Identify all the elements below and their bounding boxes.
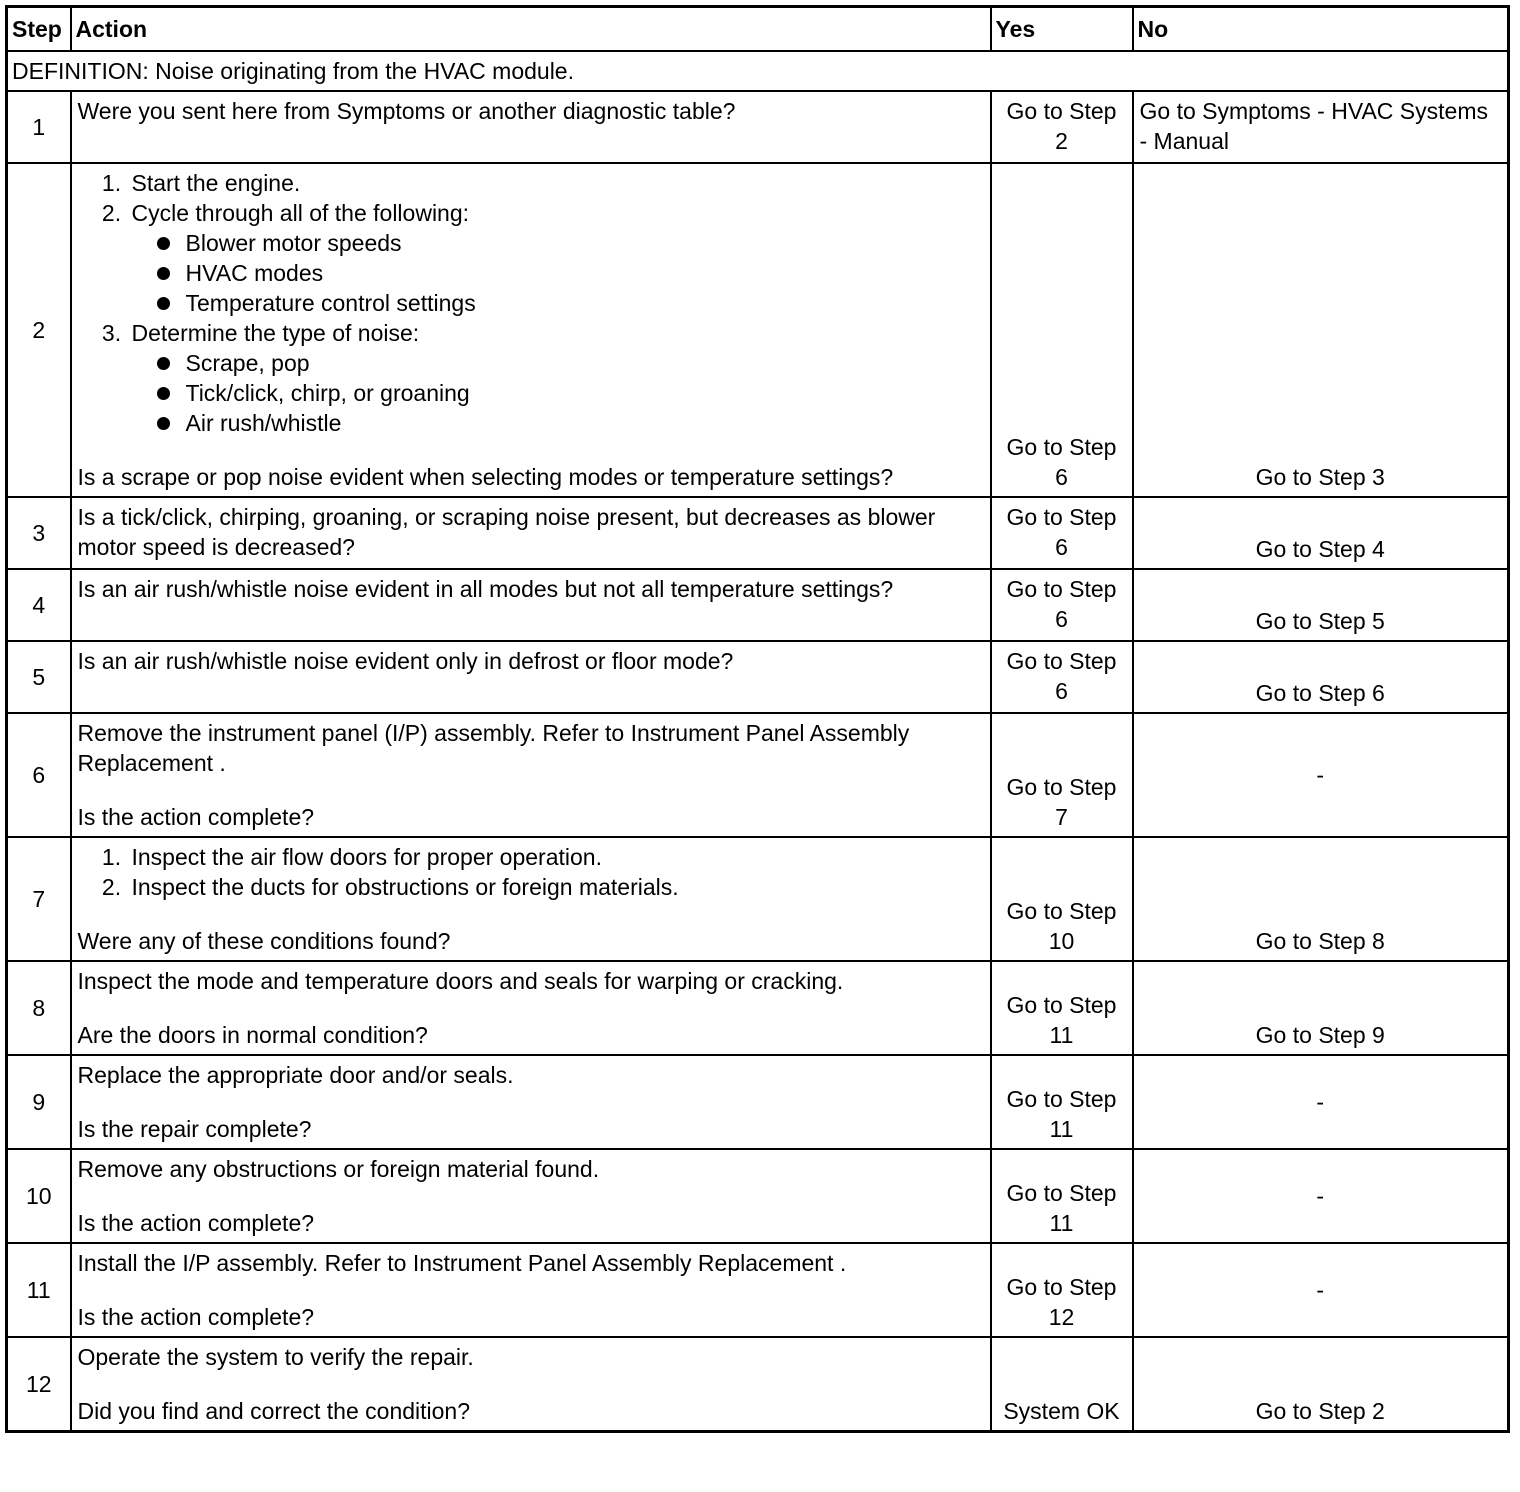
table-row xyxy=(7,1055,1509,1149)
action-cell xyxy=(71,163,991,497)
no-cell: Go to Step 2 xyxy=(1133,1337,1509,1432)
procedure-list xyxy=(78,168,984,438)
yes-cell: Go to Step 2 xyxy=(991,91,1133,163)
list-item: 1. Start the engine. xyxy=(128,168,984,198)
list-item: 2. Inspect the ducts for obstructions or foreign materials. xyxy=(128,872,984,902)
no-cell: Go to Step 3 xyxy=(1133,163,1509,497)
list-item: 1. Inspect the air flow doors for proper operation. xyxy=(128,842,984,872)
action-text: Install the I/P assembly. Refer to Instrument Panel Assembly Replacement . xyxy=(77,1250,847,1276)
no-cell: - xyxy=(1133,713,1509,837)
table-row xyxy=(7,961,1509,1055)
step-number: 2 xyxy=(7,163,71,497)
no-cell: - xyxy=(1133,1055,1509,1149)
action-cell xyxy=(71,1149,991,1243)
no-cell: Go to Symptoms - HVAC Systems - Manual xyxy=(1133,91,1509,163)
no-cell: Go to Step 5 xyxy=(1133,569,1509,641)
yes-cell: Go to Step 6 xyxy=(991,163,1133,497)
bullet-item: Blower motor speeds xyxy=(182,228,984,258)
question-text: Did you find and correct the condition? xyxy=(77,1398,471,1424)
yes-cell: Go to Step 11 xyxy=(991,1055,1133,1149)
table-row xyxy=(7,837,1509,961)
action-text: Is a tick/click, chirping, groaning, or scraping noise present, but decreases as blower motor speed is decreased? xyxy=(71,497,991,569)
step-number: 11 xyxy=(7,1243,71,1337)
action-text: Replace the appropriate door and/or seals. xyxy=(77,1062,514,1088)
yes-cell: Go to Step 12 xyxy=(991,1243,1133,1337)
question-text: Is a scrape or pop noise evident when selecting modes or temperature settings? xyxy=(77,464,894,490)
question-text: Is the action complete? xyxy=(77,1304,315,1330)
yes-cell: Go to Step 11 xyxy=(991,961,1133,1055)
list-item-text: Determine the type of noise: xyxy=(131,320,420,346)
action-cell xyxy=(71,1243,991,1337)
question-text: Were any of these conditions found? xyxy=(77,928,451,954)
action-cell xyxy=(71,1055,991,1149)
bullet-item: Temperature control settings xyxy=(182,288,984,318)
list-item xyxy=(128,318,984,438)
no-cell: Go to Step 4 xyxy=(1133,497,1509,569)
question-text: Is the action complete? xyxy=(77,804,315,830)
diagnostic-table xyxy=(5,5,1510,1433)
table-row xyxy=(7,163,1509,497)
header-action: Action xyxy=(71,7,991,52)
step-number: 3 xyxy=(7,497,71,569)
action-cell xyxy=(71,961,991,1055)
table-row xyxy=(7,1337,1509,1432)
header-no: No xyxy=(1133,7,1509,52)
table-row xyxy=(7,641,1509,713)
bullet-item: HVAC modes xyxy=(182,258,984,288)
action-text: Operate the system to verify the repair. xyxy=(77,1344,474,1370)
question-text: Are the doors in normal condition? xyxy=(77,1022,428,1048)
no-cell: Go to Step 8 xyxy=(1133,837,1509,961)
question-text: Is the repair complete? xyxy=(77,1116,312,1142)
table-row xyxy=(7,497,1509,569)
table-row xyxy=(7,569,1509,641)
no-cell: - xyxy=(1133,1149,1509,1243)
table-row xyxy=(7,1149,1509,1243)
header-yes: Yes xyxy=(991,7,1133,52)
yes-cell: Go to Step 6 xyxy=(991,641,1133,713)
yes-cell: Go to Step 7 xyxy=(991,713,1133,837)
step-number: 12 xyxy=(7,1337,71,1432)
step-number: 4 xyxy=(7,569,71,641)
action-cell xyxy=(71,837,991,961)
action-text: Is an air rush/whistle noise evident in all modes but not all temperature settings? xyxy=(71,569,991,641)
yes-cell: Go to Step 11 xyxy=(991,1149,1133,1243)
yes-cell: Go to Step 10 xyxy=(991,837,1133,961)
yes-cell: System OK xyxy=(991,1337,1133,1432)
action-text: Is an air rush/whistle noise evident only in defrost or floor mode? xyxy=(71,641,991,713)
action-text: Remove the instrument panel (I/P) assembly. Refer to Instrument Panel Assembly Replacement . xyxy=(77,720,910,776)
step-number: 10 xyxy=(7,1149,71,1243)
header-row xyxy=(7,7,1509,52)
yes-cell: Go to Step 6 xyxy=(991,569,1133,641)
yes-cell: Go to Step 6 xyxy=(991,497,1133,569)
action-text: Remove any obstructions or foreign material found. xyxy=(77,1156,600,1182)
header-step: Step xyxy=(7,7,71,52)
table-row xyxy=(7,91,1509,163)
step-number: 8 xyxy=(7,961,71,1055)
step-number: 7 xyxy=(7,837,71,961)
bullet-item: Air rush/whistle xyxy=(182,408,984,438)
table-row xyxy=(7,1243,1509,1337)
definition-text: DEFINITION: Noise originating from the HVAC module. xyxy=(7,51,1509,91)
table-row xyxy=(7,713,1509,837)
step-number: 1 xyxy=(7,91,71,163)
list-item-text: Cycle through all of the following: xyxy=(131,200,470,226)
step-number: 9 xyxy=(7,1055,71,1149)
bullet-item: Scrape, pop xyxy=(182,348,984,378)
action-text: Inspect the mode and temperature doors and seals for warping or cracking. xyxy=(77,968,844,994)
step-number: 6 xyxy=(7,713,71,837)
bullet-list xyxy=(132,228,984,318)
list-item xyxy=(128,198,984,318)
bullet-item: Tick/click, chirp, or groaning xyxy=(182,378,984,408)
no-cell: Go to Step 9 xyxy=(1133,961,1509,1055)
action-cell xyxy=(71,713,991,837)
procedure-list xyxy=(78,842,984,902)
no-cell: - xyxy=(1133,1243,1509,1337)
definition-row xyxy=(7,51,1509,91)
action-cell xyxy=(71,1337,991,1432)
no-cell: Go to Step 6 xyxy=(1133,641,1509,713)
bullet-list xyxy=(132,348,984,438)
action-text: Were you sent here from Symptoms or another diagnostic table? xyxy=(71,91,991,163)
question-text: Is the action complete? xyxy=(77,1210,315,1236)
step-number: 5 xyxy=(7,641,71,713)
